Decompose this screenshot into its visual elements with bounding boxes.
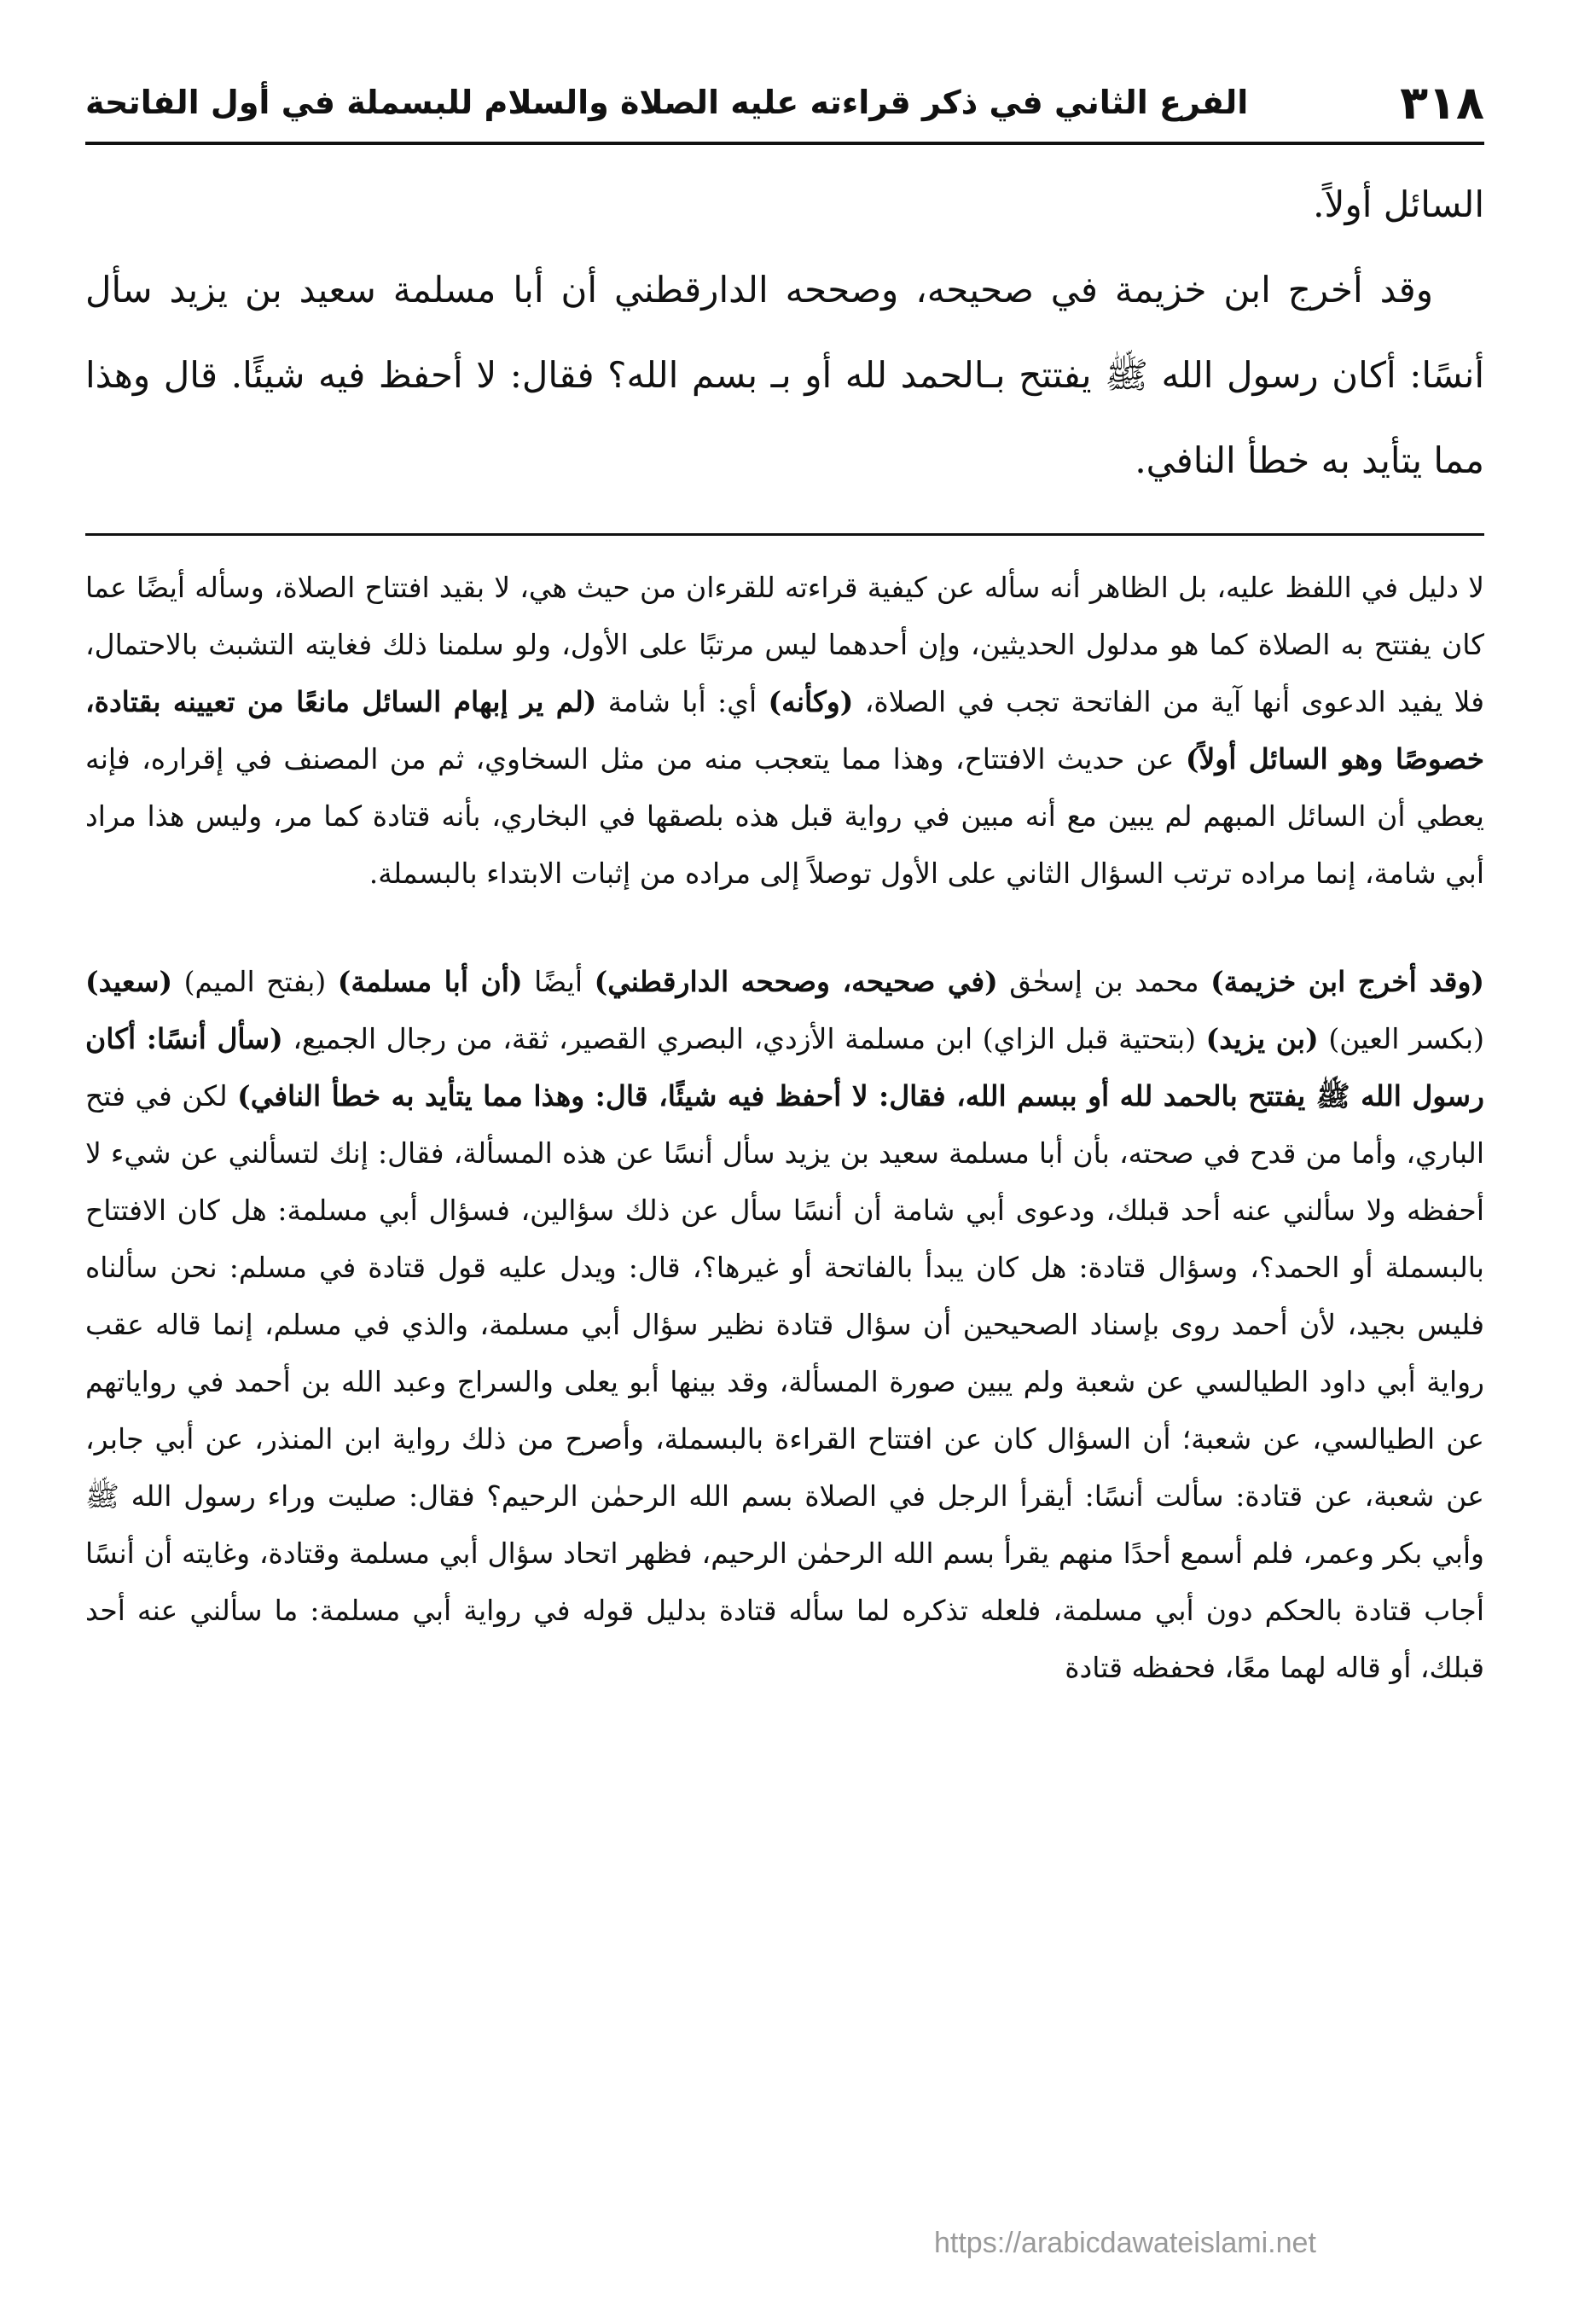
page-header [85,68,1484,137]
main-text [85,162,1484,503]
quoted-matn: (أن أبا مسلمة) [337,965,523,998]
main-text-line: السائل أولاً. [1313,183,1484,225]
running-title: الفرع الثاني في ذكر قراءته عليه الصلاة والسلام للبسملة في أول الفاتحة [85,84,1249,121]
main-text-paragraph: وقد أخرج ابن خزيمة في صحيحه، وصححه الدارقطني أن أبا مسلمة سعيد بن يزيد سأل أنسًا: أكان رسول الله ﷺ يفتتح بـالحمد لله أو بـ بسم الله؟ فقال: لا أحفظ فيه شيئًا. قال وهذا مما يتأيد به خطأ النافي. [85,269,1484,481]
text-run: (بكسر العين) [1318,1022,1484,1055]
text-run: أي: أبا شامة [596,685,769,718]
quoted-matn: (لم ير إبهام السائل مانعًا من تعيينه بقتادة، خصوصًا وهو السائل أولاً) [85,685,1484,776]
commentary-divider [85,533,1484,536]
text-run: عن حديث الافتتاح، وهذا مما يتعجب منه من مثل السخاوي، ثم من المصنف في إقراره، فإنه يعطي أن السائل المبهم لم يبين مع أنه مبين في رواية قبل هذه بلصقها في البخاري، بأنه قتادة كما مر، وليس هذا مراد أبي شامة، إنما مراده ترتب السؤال الثاني على الأول توصلاً إلى مراده من إثبات الابتداء بالبسملة. [85,742,1484,890]
text-run: (بتحتية قبل الزاي) ابن مسلمة الأزدي، البصري القصير، ثقة، من رجال الجميع، [282,1022,1206,1055]
commentary-paragraph-2 [85,953,1484,1696]
quoted-matn: (وكأنه) [768,685,854,718]
header-divider [85,142,1484,145]
text-run: (بفتح الميم) [172,965,338,998]
quoted-matn: (وقد أخرج ابن خزيمة) [1210,965,1484,998]
commentary [85,559,1484,1696]
book-page [85,60,1484,2278]
page-number: ٣١٨ [1400,75,1484,130]
text-run: محمد بن إسحٰق [997,965,1211,998]
text-run: أيضًا [522,965,595,998]
quoted-matn: (بن يزيد) [1205,1022,1319,1055]
source-watermark: https://arabicdawateislami.net [934,2227,1316,2259]
quoted-matn: (سعيد) [85,965,173,998]
commentary-paragraph-1 [85,559,1484,902]
text-run: لكن في فتح الباري، وأما من قدح في صحته، بأن أبا مسلمة سعيد بن يزيد سأل أنسًا عن هذه المسألة، فقال: إنك لتسألني عن شيء لا أحفظه ولا سألني عنه أحد قبلك، ودعوى أبي شامة أن أنسًا سأل عن ذلك سؤالين، فسؤال أبي مسلمة: هل كان الافتتاح بالبسملة أو الحمد؟، وسؤال قتادة: هل كان يبدأ بالفاتحة أو غيرها؟، قال: ويدل عليه قول قتادة في مسلم: نحن سألناه فليس بجيد، لأن أحمد روى بإسناد الصحيحين أن سؤال قتادة نظير سؤال أبي مسلمة، والذي في مسلم، إنما قاله عقب رواية أبي داود الطيالسي عن شعبة ولم يبين صورة المسألة، وقد بينها أبو يعلى والسراج وعبد الله بن أحمد في رواياتهم عن الطيالسي، عن شعبة؛ أن السؤال كان عن افتتاح القراءة بالبسملة، وأصرح من ذلك رواية ابن المنذر، عن أبي جابر، عن شعبة، عن قتادة: سألت أنسًا: أيقرأ الرجل في الصلاة بسم الله الرحمٰن الرحيم؟ فقال: صليت وراء رسول الله ﷺ وأبي بكر وعمر، فلم أسمع أحدًا منهم يقرأ بسم الله الرحمٰن الرحيم، فظهر اتحاد سؤال أبي مسلمة وقتادة، وغايته أن أنسًا أجاب قتادة بالحكم دون أبي مسلمة، فلعله تذكره لما سأله قتادة بدليل قوله في رواية أبي مسلمة: ما سألني عنه أحد قبلك، أو قاله لهما معًا، فحفظه قتادة [85,1079,1484,1684]
quoted-matn: (في صحيحه، وصححه الدارقطني) [594,965,998,998]
quoted-matn: (سأل أنسًا: أكان رسول الله ﷺ يفتتح بالحمد لله أو ببسم الله، فقال: لا أحفظ فيه شيئًا، قال: وهذا مما يتأيد به خطأ النافي) [85,1022,1484,1113]
text-run: لا دليل في اللفظ عليه، بل الظاهر أنه سأله عن كيفية قراءته للقرءان من حيث هي، لا بقيد افتتاح الصلاة، وسأله أيضًا عما كان يفتتح به الصلاة كما هو مدلول الحديثين، وإن أحدهما ليس مرتبًا على الأول، ولو سلمنا ذلك فغايته التشبث بالاحتمال، فلا يفيد الدعوى أنها آية من الفاتحة تجب في الصلاة، [85,571,1485,718]
